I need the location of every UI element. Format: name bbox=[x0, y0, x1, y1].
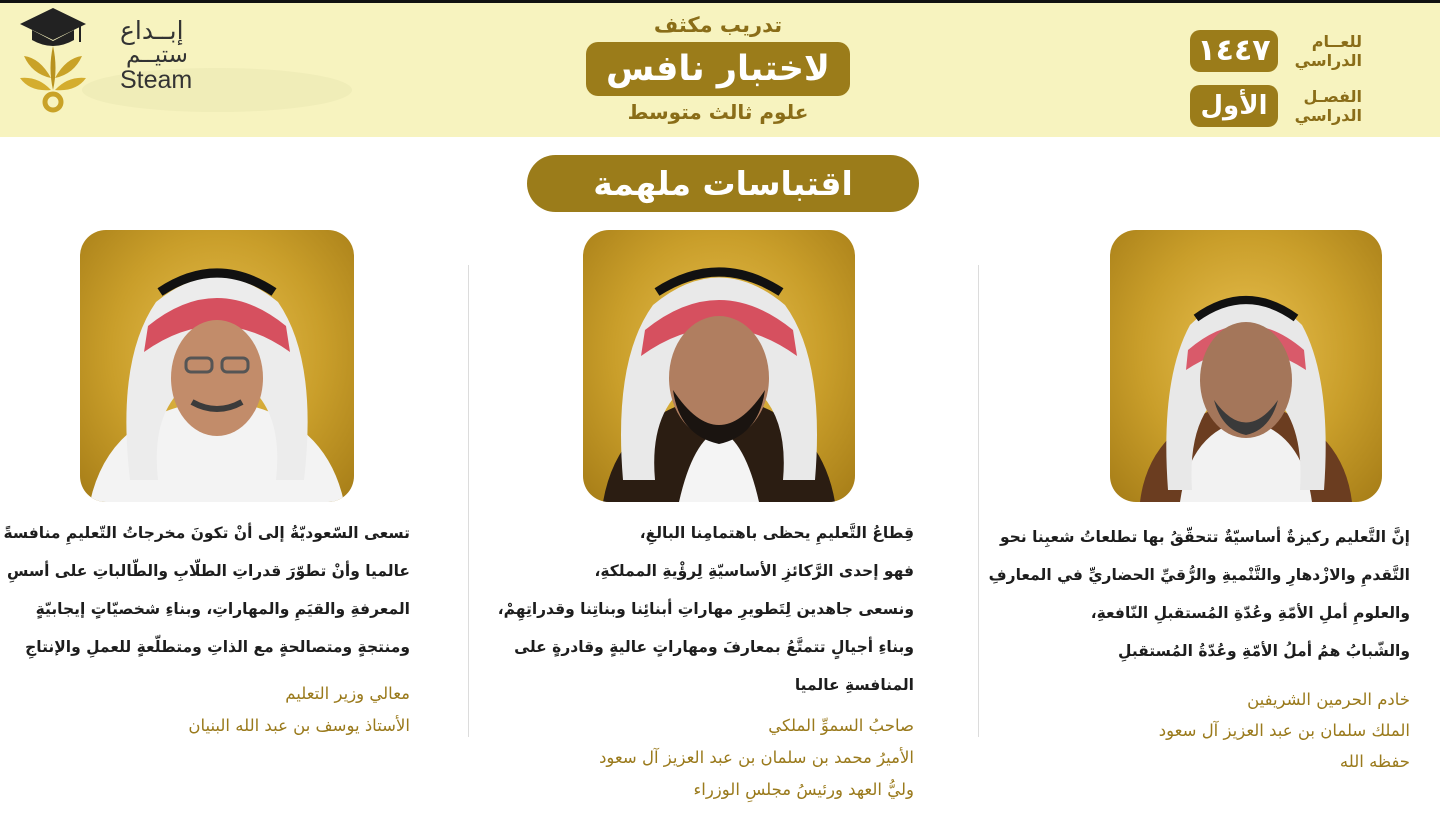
section-title: اقتباسات ملهمة bbox=[527, 155, 919, 212]
graduation-cap-icon bbox=[18, 6, 88, 116]
portrait-crown-prince bbox=[583, 230, 855, 502]
attribution-line: الملك سلمان بن عبد العزيز آل سعود bbox=[1158, 721, 1410, 740]
quote-line: ومنتجةٍ ومتصالحةٍ مع الذاتِ ومتطلّعةٍ للعملِ والإنتاجِ bbox=[25, 638, 410, 656]
column-divider bbox=[468, 265, 469, 737]
steam-logo bbox=[14, 6, 374, 128]
quote-line: إنَّ التَّعليم ركيزةٌ أساسيّةٌ تتحقّقُ بها تطلعاتُ شعبِنا نحو bbox=[999, 528, 1410, 546]
header-banner bbox=[0, 0, 1440, 137]
term-label-1: الفصـل bbox=[1303, 87, 1362, 106]
attribution-line: خادم الحرمين الشريفين bbox=[1247, 690, 1410, 709]
quote-line: المعرفةِ والقيَمِ والمهاراتِ، وبناءِ شخصيّاتٍ إيجابيّةٍ bbox=[35, 600, 410, 618]
logo-text-english: Steam bbox=[120, 66, 193, 94]
quote-line: تسعى السّعوديّةُ إلى أنْ تكونَ مخرجاتُ التّعليمِ منافسةً bbox=[3, 524, 410, 542]
course-subtitle-bottom: علوم ثالث متوسط bbox=[627, 100, 809, 124]
quote-column-crown-prince bbox=[497, 514, 914, 806]
attribution-line: معالي وزير التعليم bbox=[285, 684, 410, 703]
term-value: الأول bbox=[1190, 85, 1278, 127]
quote-line: قِطاعُ التَّعليمِ يحظى باهتمامِنا البالغِ، bbox=[639, 524, 914, 542]
quote-line: ونسعى جاهدين لِتَطويرِ مهاراتِ أبنائِنا وبناتِنا وقدراتِهِمْ، bbox=[497, 600, 914, 618]
quote-line: المنافسةِ عالميا bbox=[794, 676, 914, 694]
column-divider bbox=[978, 265, 979, 737]
quote-line: والشّبابُ همُ أملُ الأمّةِ وعُدّةُ المُستقبلِ bbox=[1117, 642, 1410, 660]
attribution-line: حفظه الله bbox=[1339, 752, 1410, 771]
course-title-pill: لاختبار نافس bbox=[586, 42, 850, 96]
course-title bbox=[586, 8, 850, 128]
logo-text-arabic-1: إبــداع bbox=[120, 16, 184, 45]
term-label-2: الدراسي bbox=[1294, 106, 1362, 125]
course-subtitle-top: تدريب مكثف bbox=[653, 13, 783, 37]
attribution-line: وليُّ العهد ورئيسُ مجلسِ الوزراء bbox=[693, 780, 914, 799]
quote-column-minister bbox=[3, 514, 410, 742]
logo-text-arabic-2: ستيــم bbox=[126, 42, 188, 68]
academic-year-label-1: للعــام bbox=[1311, 32, 1362, 51]
quote-line: وبناءِ أجيالٍ تتمتَّعُ بمعارفَ ومهاراتٍ عاليةٍ وقادرةٍ على bbox=[514, 638, 914, 656]
term-label bbox=[1282, 87, 1362, 125]
attribution-line: صاحبُ السموِّ الملكي bbox=[768, 716, 914, 735]
attribution-line: الأميرُ محمد بن سلمان بن عبد العزيز آل سعود bbox=[599, 748, 914, 767]
academic-year-value: ١٤٤٧ bbox=[1190, 30, 1278, 72]
quote-line: فهو إحدى الرَّكائزِ الأساسيّةِ لِرؤْيةِ المملكةِ، bbox=[594, 562, 914, 580]
portrait-king bbox=[1110, 230, 1382, 502]
academic-year-label-2: الدراسي bbox=[1294, 51, 1362, 70]
attribution-line: الأستاذ يوسف بن عبد الله البنيان bbox=[188, 716, 410, 735]
quote-line: التَّقدمِ والازْدهارِ والتَّنْميةِ والرُّقيِّ الحضاريِّ في المعارفِ bbox=[988, 566, 1410, 584]
quote-line: عالميا وأنْ تطوّرَ قدراتِ الطلّابِ والطّالباتِ على أسسِ bbox=[6, 562, 410, 580]
portrait-minister bbox=[80, 230, 354, 502]
academic-year-label bbox=[1282, 32, 1362, 70]
quote-line: والعلومِ أملِ الأمّةِ وعُدّةِ المُستقبلِ النّافعةِ، bbox=[1090, 604, 1410, 622]
quote-column-king bbox=[988, 518, 1410, 777]
